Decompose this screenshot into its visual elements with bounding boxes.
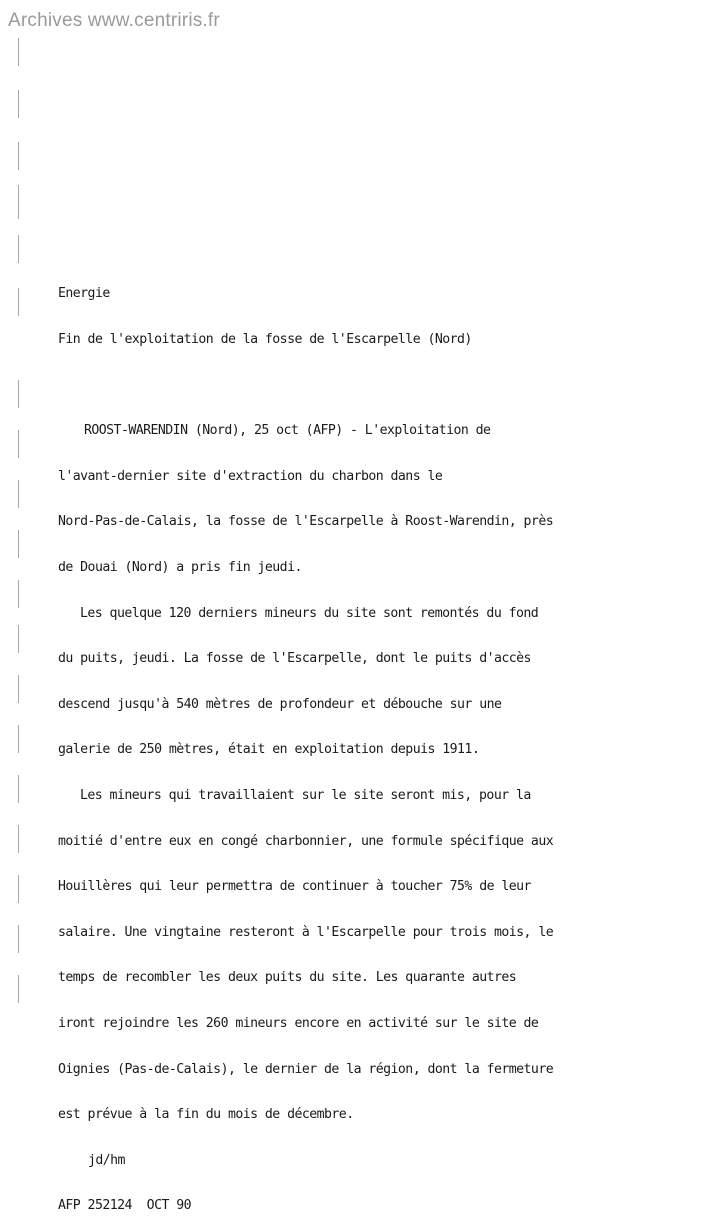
margin-mark (18, 90, 19, 118)
margin-mark (18, 480, 19, 508)
dispatch-reference: AFP 252124 OCT 90 (58, 1198, 192, 1214)
margin-mark (18, 185, 19, 219)
margin-mark (18, 142, 19, 170)
margin-mark (18, 875, 19, 903)
paragraph3-line: iront rejoindre les 260 mineurs encore en activité sur le site de (58, 1015, 539, 1031)
margin-mark (18, 725, 19, 753)
signature: jd/hm (88, 1152, 125, 1168)
paragraph2-line: Les quelque 120 derniers mineurs du site sont remontés du fond (80, 605, 539, 621)
paragraph3-line: salaire. Une vingtaine resteront à l'Escarpelle pour trois mois, le (58, 924, 554, 940)
paragraph3-line: Les mineurs qui travaillaient sur le site seront mis, pour la (80, 787, 531, 803)
paragraph3-line: moitié d'entre eux en congé charbonnier, une formule spécifique aux (58, 833, 554, 849)
margin-mark (18, 235, 19, 263)
margin-mark (18, 775, 19, 803)
margin-mark (18, 825, 19, 853)
paragraph1-line: de Douai (Nord) a pris fin jeudi. (58, 559, 302, 575)
margin-mark (18, 625, 19, 653)
margin-mark (18, 675, 19, 703)
paragraph1-line: Nord-Pas-de-Calais, la fosse de l'Escarpelle à Roost-Warendin, près (58, 514, 554, 530)
margin-mark (18, 288, 19, 316)
paragraph1-line: l'avant-dernier site d'extraction du charbon dans le (58, 468, 443, 484)
paragraph2-line: galerie de 250 mètres, était en exploitation depuis 1911. (58, 742, 480, 758)
rubric: Energie (58, 286, 110, 302)
paragraph3-line: est prévue à la fin du mois de décembre. (58, 1107, 354, 1123)
margin-mark (18, 925, 19, 953)
margin-mark (18, 380, 19, 408)
dispatch-title: Fin de l'exploitation de la fosse de l'Escarpelle (Nord) (58, 332, 472, 347)
paragraph1-line: ROOST-WARENDIN (Nord), 25 oct (AFP) - L'exploitation de (84, 423, 491, 439)
paragraph3-line: Oignies (Pas-de-Calais), le dernier de la région, dont la fermeture (58, 1061, 554, 1077)
margin-mark (18, 38, 19, 66)
binder-hole-marks (18, 30, 34, 1020)
paragraph3-line: temps de recombler les deux puits du site. Les quarante autres (58, 970, 517, 986)
paragraph2-line: du puits, jeudi. La fosse de l'Escarpelle, dont le puits d'accès (58, 651, 531, 667)
margin-mark (18, 580, 19, 608)
margin-mark (18, 430, 19, 458)
archive-watermark: Archives www.centriris.fr (8, 10, 220, 31)
dispatch-text (58, 256, 698, 1229)
paragraph3-line: Houillères qui leur permettra de continuer à toucher 75% de leur (58, 879, 531, 895)
margin-mark (18, 975, 19, 1003)
margin-mark (18, 530, 19, 558)
paragraph2-line: descend jusqu'à 540 mètres de profondeur et débouche sur une (58, 696, 502, 712)
